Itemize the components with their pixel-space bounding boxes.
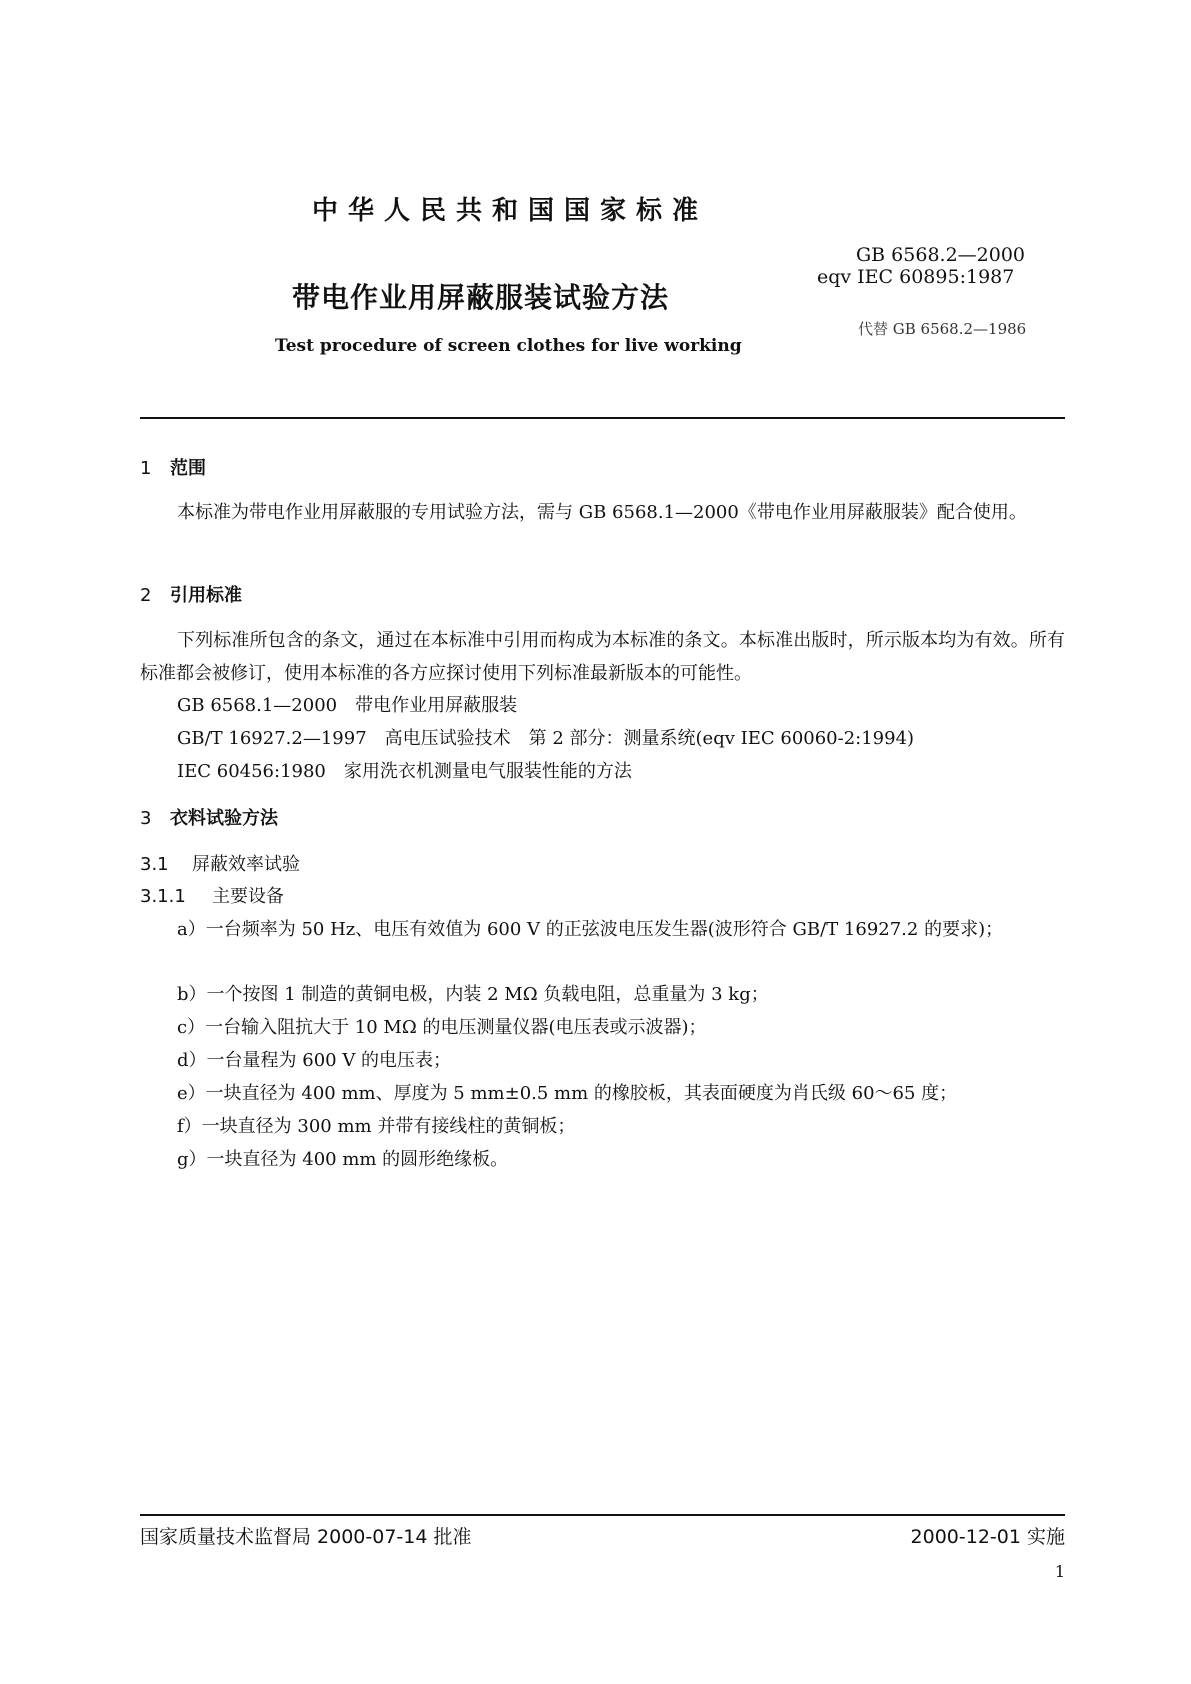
section-title: 引用标准 [170, 585, 242, 606]
standard-number: GB 6568.2—2000 [856, 244, 1026, 266]
section-3-heading [140, 804, 278, 830]
section-number: 1 [140, 458, 152, 479]
equipment-item: f）一块直径为 300 mm 并带有接线柱的黄铜板； [177, 1116, 576, 1137]
section-number: 3 [140, 808, 152, 829]
equipment-item: g）一块直径为 400 mm 的圆形绝缘板。 [177, 1149, 509, 1170]
subsection-3-1-1-heading [140, 882, 284, 908]
section-title: 范围 [170, 458, 206, 479]
section-title: 衣料试验方法 [170, 808, 278, 829]
section-number: 2 [140, 585, 152, 606]
document-title-cn: 带电作业用屏蔽服装试验方法 [292, 281, 670, 314]
document-title-en: Test procedure of screen clothes for live working [275, 336, 742, 356]
reference-item: GB/T 16927.2—1997 高电压试验技术 第 2 部分：测量系统(eqv IEC 60060-2:1994) [177, 728, 915, 749]
section-1-paragraph: 本标准为带电作业用屏蔽服的专用试验方法，需与 GB 6568.1—2000《带电作业用屏蔽服装》配合使用。 [177, 502, 1027, 523]
effective-date: 2000-12-01 实施 [910, 1526, 1065, 1548]
equipment-item: e）一块直径为 400 mm、厚度为 5 mm±0.5 mm 的橡胶板，其表面硬度为肖氏级 60～65 度； [177, 1083, 958, 1104]
header-divider [140, 417, 1065, 419]
section-1-heading [140, 454, 206, 480]
subsection-title: 主要设备 [212, 886, 284, 907]
subsection-3-1-heading [140, 850, 300, 876]
subsection-title: 屏蔽效率试验 [192, 854, 300, 875]
section-2-heading [140, 581, 242, 607]
equipment-item: c）一台输入阻抗大于 10 MΩ 的电压测量仪器(电压表或示波器)； [177, 1017, 707, 1038]
reference-item: IEC 60456:1980 家用洗衣机测量电气服装性能的方法 [177, 761, 632, 782]
section-2-paragraph: 下列标准所包含的条文，通过在本标准中引用而构成为本标准的条文。本标准出版时，所示版本均为有效。所有标准都会被修订，使用本标准的各方应探讨使用下列标准最新版本的可能性。 [140, 630, 1065, 684]
national-standard-label: 中华人民共和国国家标准 [312, 196, 709, 226]
page-number: 1 [1054, 1562, 1065, 1581]
subsection-number: 3.1 [140, 854, 169, 875]
reference-item: GB 6568.1—2000 带电作业用屏蔽服装 [177, 695, 518, 716]
standard-equivalent: eqv IEC 60895:1987 [817, 266, 1015, 288]
equipment-item-a: a）一台频率为 50 Hz、电压有效值为 600 V 的正弦波电压发生器(波形符合 GB/T 16927.2 的要求)； [177, 919, 1004, 940]
standard-replaces: 代替 GB 6568.2—1986 [858, 320, 1027, 338]
footer-divider [140, 1514, 1065, 1516]
approval-statement: 国家质量技术监督局 2000-07-14 批准 [140, 1526, 472, 1548]
subsection-number: 3.1.1 [140, 886, 186, 907]
equipment-item: d）一台量程为 600 V 的电压表； [177, 1050, 452, 1071]
equipment-item: b）一个按图 1 制造的黄铜电极，内装 2 MΩ 负载电阻，总重量为 3 kg； [177, 984, 769, 1005]
